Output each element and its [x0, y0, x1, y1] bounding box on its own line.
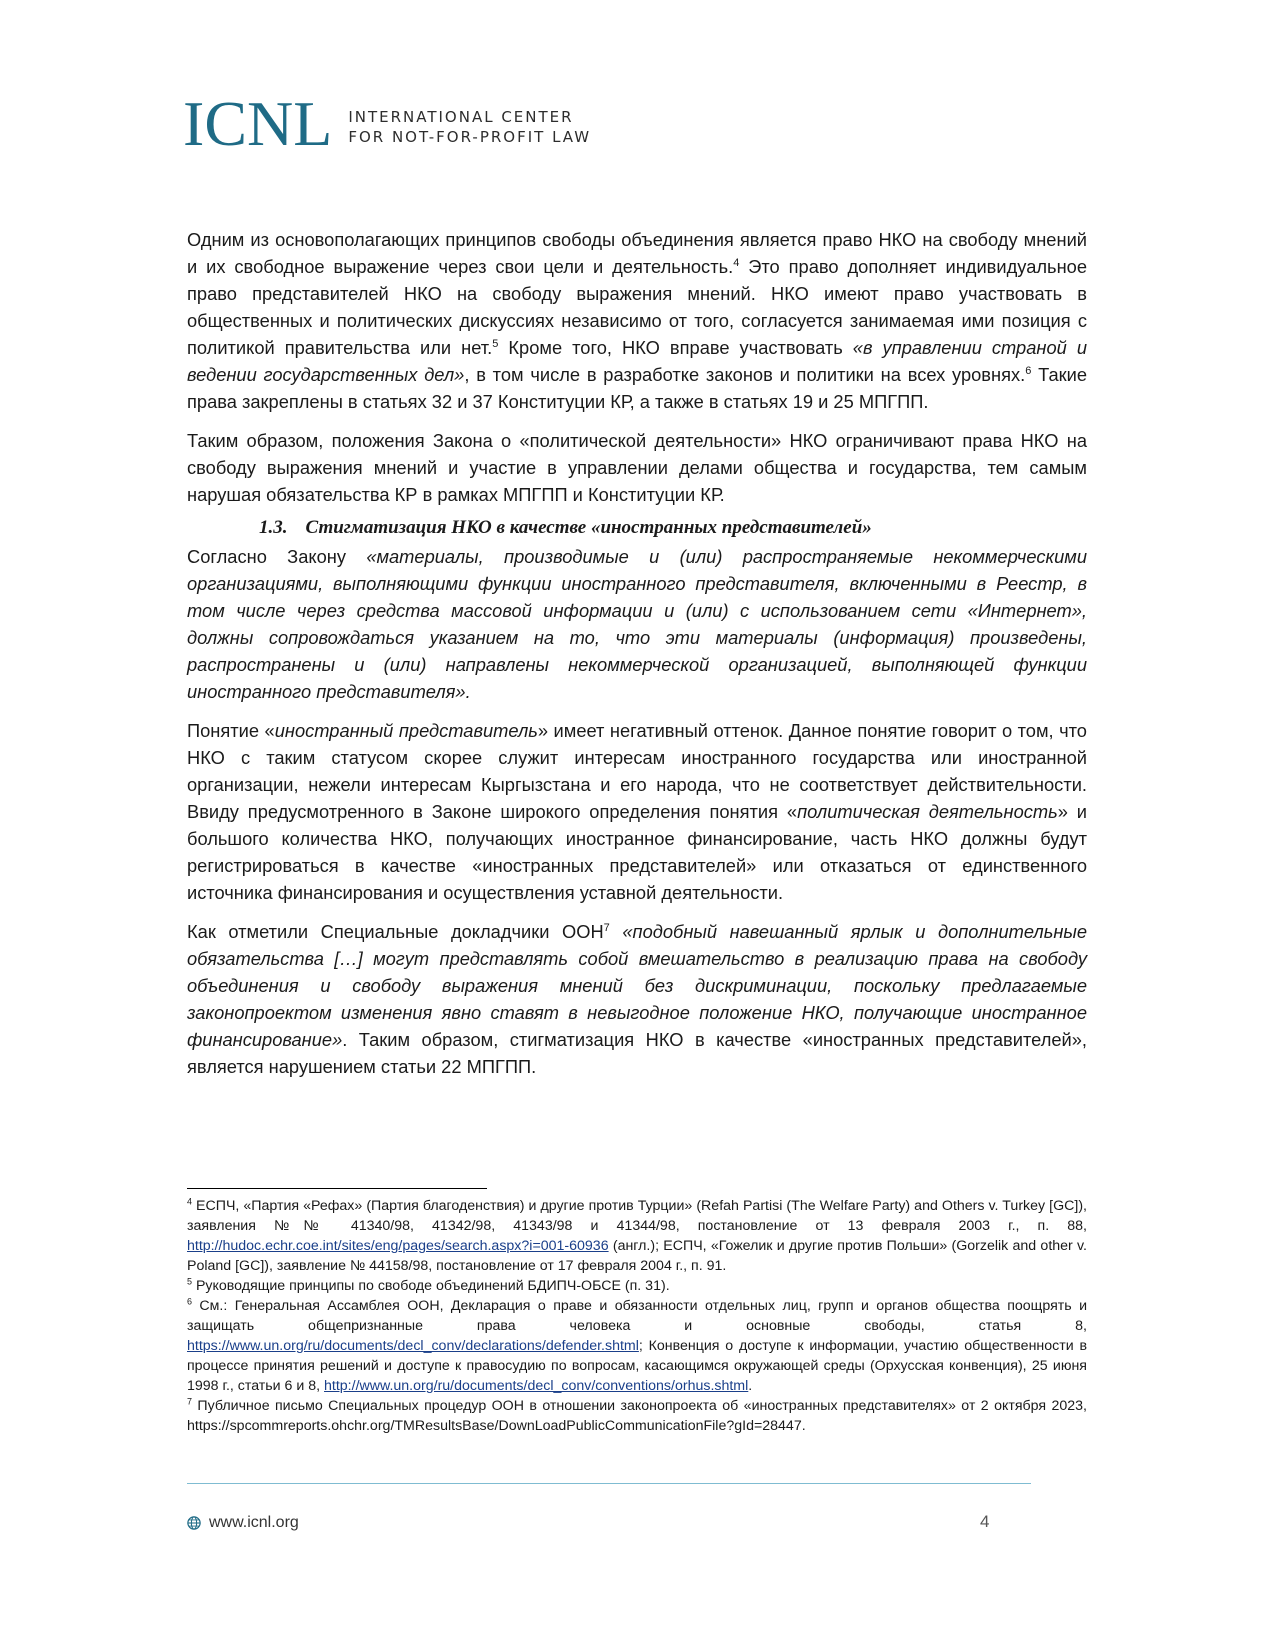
footnote-6: $^6$ См.: Генеральная Ассамблея ООН, Декларация о праве и обязанности отдельных лиц, групп и органов общества поощрять и защищать общепризнанные права человека и основные свободы, статья 8, https://www.un.org/ru/documents/decl_conv/declarations/defender.shtml; Конвенция о доступе к информации, участию общественности в процессе принятия решений и доступе к правосудию по вопросам, касающимся окружающей среды (Орхусская конвенция), 25 июня 1998 г., статьи 6 и 8, http://www.un.org/ru/documents/decl_conv/conventions/orhus.shtml.: [187, 1296, 1087, 1394]
footnotes: [187, 1196, 1087, 1436]
logo-text: [348, 107, 591, 147]
paragraph-4: Понятие «иностранный представитель» имеет негативный оттенок. Данное понятие говорит о том, что НКО с таким статусом скорее служит интересам иностранного государства или иностранной организации, нежели интересам Кыргызстана и его народа, что не соответствует действительности. Ввиду предусмотренного в Законе широкого определения понятия «политическая деятельность» и большого количества НКО, получающих иностранное финансирование, часть НКО должны будут регистрироваться в качестве «иностранных представителей» или отказаться от единственного источника финансирования и осуществления уставной деятельности.: [187, 720, 1087, 903]
paragraph-1: Одним из основополагающих принципов свободы объединения является право НКО на свободу мнений и их свободное выражение через свои цели и деятельность.$^4$ Это право дополняет индивидуальное право представителей НКО на свободу выражения мнений. НКО имеют право участвовать в общественных и политических дискуссиях независимо от того, согласуется занимаемая ими позиция с политикой правительства или нет.$^5$ Кроме того, НКО вправе участвовать «в управлении страной и ведении государственных дел», в том числе в разработке законов и политики на всех уровнях.$^6$ Такие права закреплены в статьях 32 и 37 Конституции КР, а также в статьях 19 и 25 МПГПП.: [187, 229, 1088, 412]
footnote-ref-6[interactable]: 6: [1025, 364, 1032, 377]
globe-icon: [187, 1516, 201, 1530]
footnote-4: $^4$ ЕСПЧ, «Партия «Рефах» (Партия благоденствия) и другие против Турции» (Refah Partisi (The Welfare Party) and Others v. Turkey [GC]), заявления №№ 41340/98, 41342/98, 41343/98 и 41344/98, постановление от 13 февраля 2003 г., п. 88, http://hudoc.echr.coe.int/sites/eng/pages/search.aspx?i=001-60936 (англ.); ЕСПЧ, «Гожелик и другие против Польши» (Gorzelik and other v. Poland [GC]), заявление № 44158/98, постановление от 17 февраля 2004 г., п. 91.: [187, 1196, 1087, 1274]
section-title: Стигматизация НКО в качестве «иностранных представителей»: [305, 517, 872, 538]
quote-emphasis: «в управлении страной и ведении государственных дел»: [187, 337, 1087, 385]
footnote-separator: [187, 1188, 487, 1189]
logo-mark: ICNL: [183, 88, 333, 159]
paragraph-5: Как отметили Специальные докладчики ООН$^7$ «подобный навешанный ярлык и дополнительные обязательства […] могут представлять собой вмешательство в реализацию права на свободу объединения и свободу выражения мнений без дискриминации, поскольку предлагаемые законопроектом изменения явно ставят в невыгодное положение НКО, получающие иностранное финансирование». Таким образом, стигматизация НКО в качестве «иностранных представителей», является нарушением статьи 22 МПГПП.: [187, 921, 1088, 1077]
paragraph-2: Таким образом, положения Закона о «политической деятельности» НКО ограничивают права НКО на свободу выражения мнений и участие в управлении делами общества и государства, тем самым нарушая обязательства КР в рамках МПГПП и Конституции КР.: [187, 430, 1087, 505]
page-number: 4: [980, 1512, 990, 1531]
footnote-ref-7[interactable]: 7: [603, 921, 610, 934]
icnl-logo: [183, 88, 592, 159]
document-body: [187, 226, 1087, 1092]
footnote-4-link[interactable]: http://hudoc.echr.coe.int/sites/eng/pages/search.aspx?i=001-60936: [187, 1238, 609, 1254]
un-quote: «подобный навешанный ярлык и дополнительные обязательства […] могут представлять собой вмешательство в реализацию права на свободу объединения и свободу выражения мнений без дискриминации, поскольку предлагаемые законопроектом изменения явно ставят в невыгодное положение НКО, получающие иностранное финансирование»: [187, 921, 1088, 1050]
footer-divider: [187, 1483, 1031, 1484]
law-quote: «материалы, производимые и (или) распространяемые некоммерческими организациями, выполняющими функции иностранного представителя, включенными в Реестр, в том числе через средства массовой информации и (или) с использованием сети «Интернет», должны сопровождаться указанием на то, что эти материалы (информация) произведены, распространены и (или) направлены некоммерческой организацией, выполняющей функции иностранного представителя».: [187, 546, 1087, 702]
section-number: 1.3.: [259, 517, 288, 538]
logo-line-1: INTERNATIONAL CENTER: [348, 108, 574, 126]
footnote-7: $^7$ Публичное письмо Специальных процедур ООН в отношении законопроекта об «иностранных представителях» от 2 октября 2023, https://spcommreports.ohchr.org/TMResultsBase/DownLoadPublicCommunicationFile?gId=28447.: [187, 1396, 1087, 1434]
footnote-ref-4[interactable]: 4: [733, 256, 740, 269]
footer-website[interactable]: [187, 1514, 299, 1532]
logo-line-2: FOR NOT-FOR-PROFIT LAW: [348, 128, 592, 146]
footnote-5: $^5$ Руководящие принципы по свободе объединений БДИПЧ-ОБСЕ (п. 31).: [187, 1276, 670, 1294]
paragraph-3: Согласно Закону «материалы, производимые и (или) распространяемые некоммерческими организациями, выполняющими функции иностранного представителя, включенными в Реестр, в том числе через средства массовой информации и (или) с использованием сети «Интернет», должны сопровождаться указанием на то, что эти материалы (информация) произведены, распространены и (или) направлены некоммерческой организацией, выполняющей функции иностранного представителя».: [187, 546, 1087, 702]
footnote-6-link-2[interactable]: http://www.un.org/ru/documents/decl_conv/conventions/orhus.shtml: [324, 1378, 749, 1394]
footer-url-text: www.icnl.org: [209, 1514, 299, 1531]
footnote-6-link-1[interactable]: https://www.un.org/ru/documents/decl_conv/declarations/defender.shtml: [187, 1338, 639, 1354]
footnote-ref-5[interactable]: 5: [492, 337, 499, 350]
section-heading: [259, 514, 1087, 541]
